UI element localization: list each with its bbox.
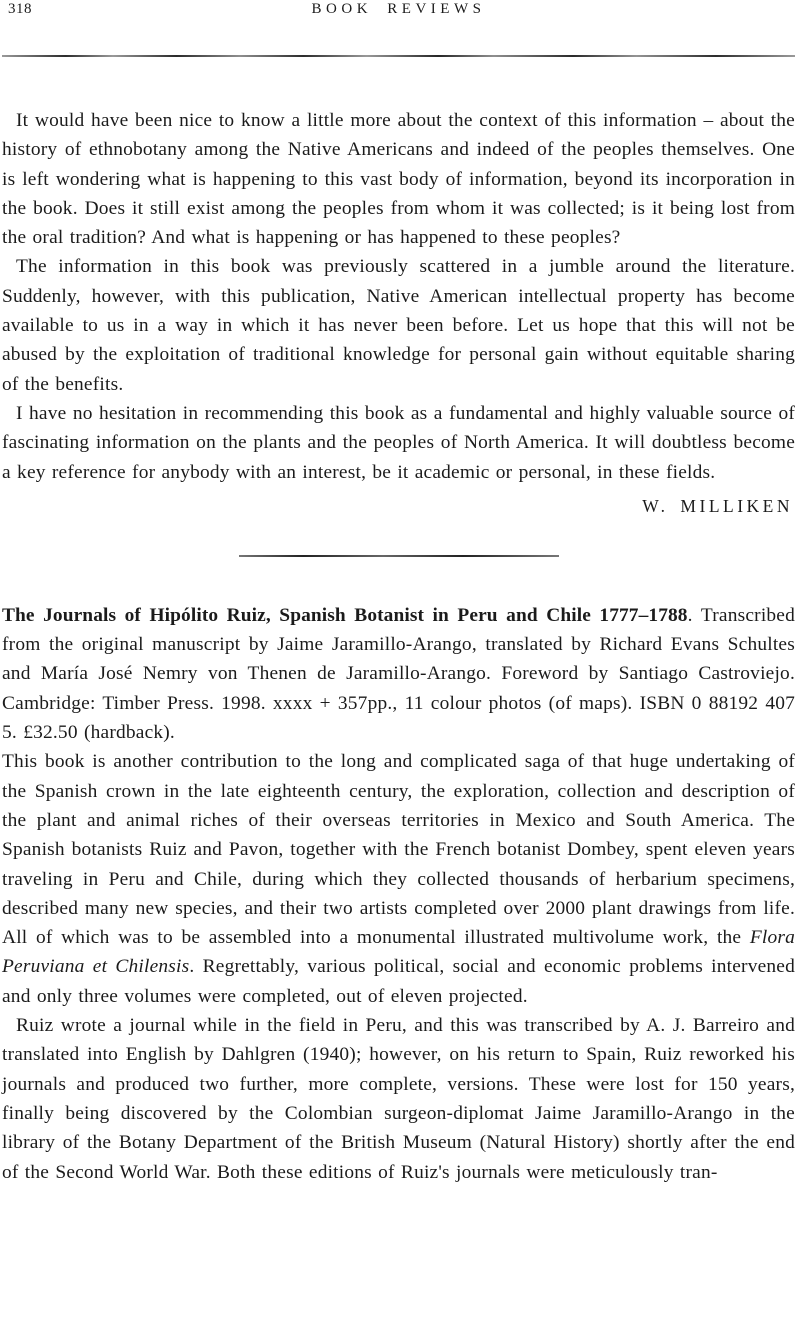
book-citation: The Journals of Hipólito Ruiz, Spanish Botanist in Peru and Chile 1777–1788. Transcribed from the original manuscript by Jaime Jaramillo-Arango, translated by Richard Evans Schultes and María José Nemry von Thenen de Jaramillo-Arango. Foreword by Santiago Castroviejo. Cambridge: Timber Press. 1998. xxxx + 357pp., 11 colour photos (of maps). ISBN 0 88192 407 5. £32.50 (hardback). <box>2 604 795 744</box>
review-paragraph-3: I have no hesitation in recommending this book as a fundamental and highly valuable source of fascinating information on the plants and the peoples of North America. It will doubtless become a key reference for anybody with an interest, be it academic or personal, in these fields. <box>2 402 795 483</box>
review-ruiz-journals <box>2 601 795 1187</box>
running-head: BOOK REVIEWS <box>311 1 486 17</box>
review-paragraph-2: The information in this book was previously scattered in a jumble around the literature. Suddenly, however, with this publication, Native American intellectual property has become available to us in a way in which it has never been before. Let us hope that this will not be abused by the exploitation of traditional knowledge for personal gain without equitable sharing of the benefits. <box>2 256 795 395</box>
page-header <box>2 1 795 19</box>
page-number: 318 <box>8 1 32 17</box>
review2-paragraph-1: This book is another contribution to the long and complicated saga of that huge undertaking of the Spanish crown in the late eighteenth century, the exploration, collection and description of the plant and animal riches of their overseas territories in Mexico and South America. The Spanish botanists Ruiz and Pavon, together with the French botanist Dombey, spent eleven years traveling in Peru and Chile, during which they collected thousands of herbarium specimens, described many new species, and their two artists completed over 2000 plant drawings from life. All of which was to be assembled into a monumental illustrated multivolume work, the Flora Peruviana et Chilensis. Regrettably, various political, social and economic problems intervened and only three volumes were completed, out of eleven projected. <box>2 751 795 1007</box>
reviewer-signature: W. MILLIKEN <box>642 495 793 516</box>
section-divider-rule <box>239 555 559 557</box>
review-paragraph-1: It would have been nice to know a little more about the context of this information – about the history of ethnobotany among the Native Americans and indeed of the peoples themselves. One is left wondering what is happening to this vast body of information, beyond its incorporation in the book. Does it still exist among the peoples from whom it was collected; is it being lost from the oral tradition? And what is happening or has happened to these peoples? <box>2 110 795 249</box>
review2-paragraph-2: Ruiz wrote a journal while in the field in Peru, and this was transcribed by A. J. Barreiro and translated into English by Dahlgren (1940); however, on his return to Spain, Ruiz reworked his journals and produced two further, more complete, versions. These were lost for 150 years, finally being discovered by the Colombian surgeon-diplomat Jaime Jaramillo-Arango in the library of the Botany Department of the British Museum (Natural History) shortly after the end of the Second World War. Both these editions of Ruiz's journals were meticulously tran- <box>2 1015 795 1183</box>
header-rule <box>2 55 795 57</box>
review-milliken <box>2 106 795 517</box>
